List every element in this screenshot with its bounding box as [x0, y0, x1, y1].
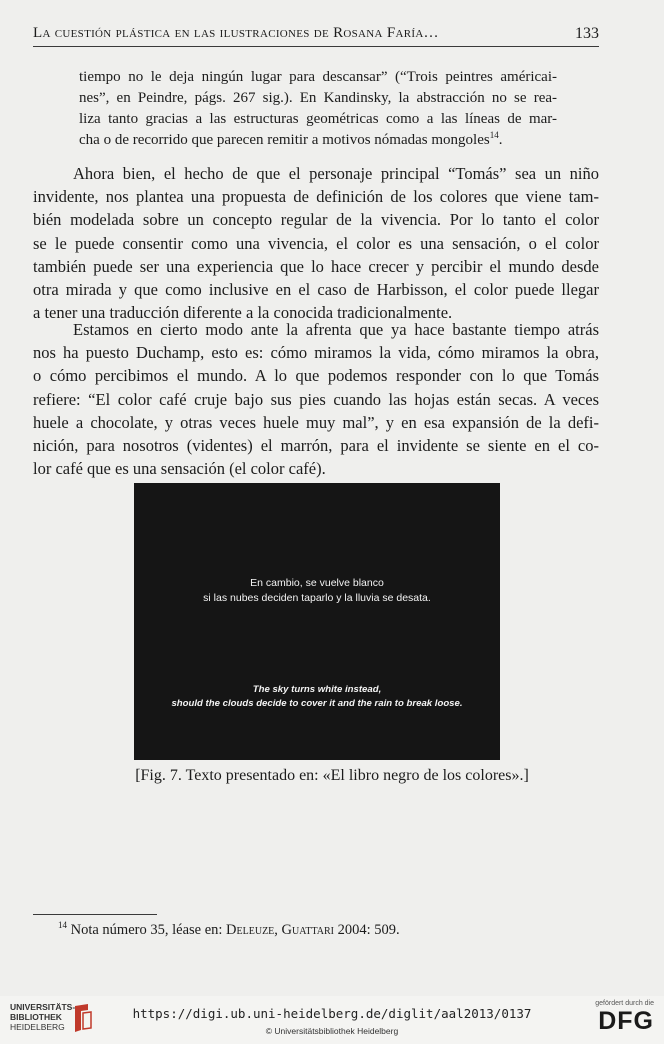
paragraph-line: nición, para nosotros (videntes) el marrón, para el invidente se siente en el co-	[33, 436, 599, 456]
page-number: 133	[575, 25, 599, 42]
paragraph-line: invidente, nos plantea una propuesta de definición de los colores que viene tam-	[33, 187, 599, 207]
paragraph-line: o cómo percibimos el mundo. A lo que podemos responder con lo que Tomás	[33, 366, 599, 386]
figure-image	[134, 483, 500, 760]
paragraph-line: lor café que es una sensación (el color café).	[33, 459, 326, 479]
library-name-line: BIBLIOTHEK	[10, 1012, 62, 1022]
figure-caption: [Fig. 7. Texto presentado en: «El libro negro de los colores».]	[135, 767, 529, 784]
dfg-logo	[595, 1000, 654, 1035]
paragraph-line: nos ha puesto Duchamp, esto es: cómo miramos la vida, cómo miramos la obra,	[33, 343, 599, 363]
figure-english-line: The sky turns white instead,	[252, 684, 382, 695]
footnote-text: Nota número 35, léase en:	[70, 922, 227, 938]
figure-english-line: should the clouds decide to cover it and the rain to break loose.	[171, 698, 463, 709]
footnote-authors: Deleuze, Guattari	[226, 922, 334, 938]
figure-english-text	[134, 683, 500, 711]
footnote-text-end: 2004: 509.	[333, 922, 400, 938]
library-name-line: UNIVERSITÄTS-	[10, 1002, 76, 1012]
quote-line: tiempo no le deja ningún lugar para descansar” (“Trois peintres américai-	[79, 69, 557, 85]
running-head	[33, 22, 599, 47]
paragraph-line: bién modelada sobre un concepto regular de la vivencia. Por lo tanto el color	[33, 210, 599, 230]
quote-line-last	[79, 130, 557, 151]
block-quote	[79, 67, 557, 151]
paragraph-line: también puede ser una experiencia que lo hace crecer y percibir el mundo desde	[33, 256, 599, 276]
figure-spanish-line: En cambio, se vuelve blanco	[250, 577, 384, 589]
paragraph-line: refiere: “El color café cruje bajo sus pies cuando las hojas están secas. A veces	[33, 389, 599, 409]
paragraph-line: se le puede consentir como una vivencia, el color es una sensación, o el color	[33, 233, 599, 253]
quote-line: nes”, en Peindre, págs. 267 sig.). En Kandinsky, la abstracción no se rea-	[79, 90, 557, 106]
paragraph-line: a tener una traducción diferente a la conocida tradicionalmente.	[33, 303, 453, 323]
copyright-notice: © Universitätsbibliothek Heidelberg	[265, 1026, 399, 1036]
running-head-title: La cuestión plástica en las ilustraciones de Rosana Faría…	[33, 25, 439, 41]
quote-end: .	[498, 132, 503, 148]
footnote-marker: 14	[489, 130, 499, 140]
paragraph-line: Estamos en cierto modo ante la afrenta que ya hace bastante tiempo atrás	[73, 320, 599, 339]
dfg-mark: DFG	[598, 1007, 654, 1035]
paragraph-line: Ahora bien, el hecho de que el personaje principal “Tomás” sea un niño	[73, 164, 599, 183]
footnote-divider	[33, 914, 157, 915]
footnote	[58, 922, 400, 939]
paragraph-line: huele a chocolate, y otras veces huele muy mal”, y en esa expansión de la defi-	[33, 412, 599, 432]
digitization-bar	[0, 996, 664, 1044]
library-name-line: HEIDELBERG	[10, 1022, 65, 1032]
quote-line: liza tanto gracias a las estructuras geométricas como a las líneas de mar-	[79, 111, 557, 127]
footnote-number: 14	[58, 920, 67, 931]
funded-by-label: gefördert durch die	[595, 1000, 654, 1007]
quote-line: cha o de recorrido que parecen remitir a motivos nómadas mongoles	[79, 132, 490, 148]
paragraph-2	[33, 318, 599, 480]
paragraph-1	[33, 162, 599, 324]
figure-spanish-text	[134, 576, 500, 606]
figure-spanish-line: si las nubes deciden taparlo y la lluvia se desata.	[203, 592, 431, 604]
paragraph-line: otra mirada y que como inclusive en el caso de Harbisson, el color puede llegar	[33, 280, 599, 300]
permalink-url[interactable]: https://digi.ub.uni-heidelberg.de/diglit/aal2013/0137	[132, 1006, 532, 1021]
